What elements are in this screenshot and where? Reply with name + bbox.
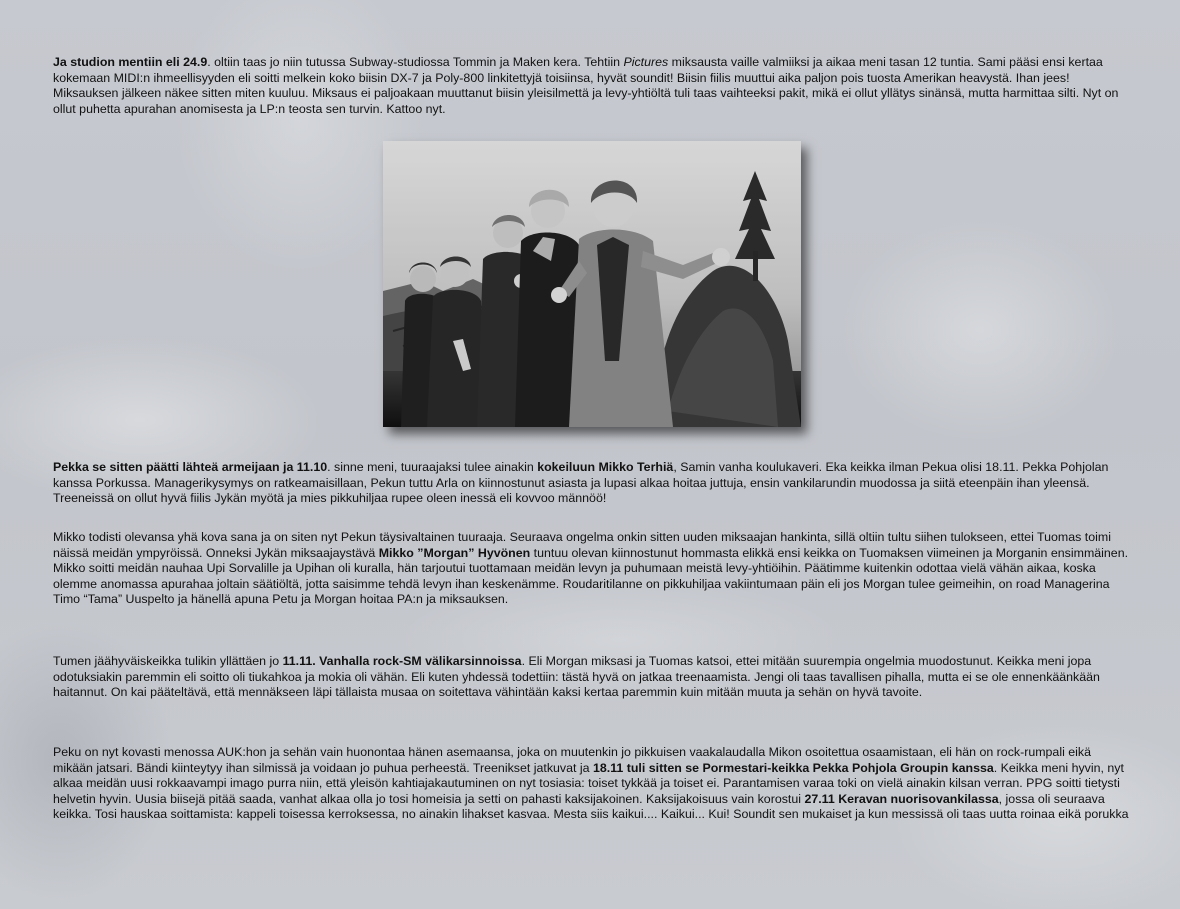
- paragraph-mikko: [53, 530, 1131, 608]
- paragraph-lead-bold: Pekka se sitten päätti lähteä armeijaan ja 11.10: [53, 460, 328, 474]
- paragraph-bold: kokeiluun Mikko Terhiä: [537, 460, 674, 474]
- paragraph-text: , jossa oli seuraava keikka. Tosi hauskaa soittamista: kappeli toisessa kerroksessa, no ainakin lihakset kasvaa. Mesta siis kaikui.... Kaikui... Kui! Soundit sen mukaiset ja kun messissä oli taas uutta roinaa eikä porukka: [53, 791, 1129, 822]
- paragraph-text: . sinne meni, tuuraajaksi tulee ainakin: [327, 460, 538, 474]
- paragraph-tume: [53, 654, 1131, 701]
- paragraph-peku: [53, 745, 1131, 823]
- paragraph-text: Tumen jäähyväiskeikka tulikin yllättäen jo: [53, 654, 283, 668]
- song-title: Pictures: [623, 55, 669, 69]
- paragraph-text: miksausta vaille valmiiksi ja aikaa meni tasan 12 tuntia. Sami pääsi ensi kertaa kokemaan MIDI:n ihmeellisyyden eli soitti melkein koko biisin DX-7 ja Poly-800 linkitettyjä toisiinsa, hyvät soundit! Biisin fiilis muuttui aika paljon pois tuosta Amerikan heavystä. Ihan jees! Miksauksen jälkeen näkee sitten miten kuuluu. Miksaus ei paljoakaan muuttanut biisin yleisilmettä ja levy-yhtiöltä tuli taas vaihteeksi pakit, mikä ei ollut yllätys sinänsä, mutta harmittaa silti. Nyt on ollut puhetta apurahan anomisesta ja LP:n teosta sen turvin. Kattoo nyt.: [53, 55, 1119, 116]
- paragraph-text: , Samin vanha koulukaveri. Eka keikka ilman Pekua olisi 18.11. Pekka Pohjolan kanssa Porkussa. Managerikysymys on ratkeamaisillaan, Pekun tuttu Arla on kiinnostunut asiasta ja lupasi alkaa hoitaa juttuja, ensin vankilarundin muodossa ja siitä eteenpäin ihan yleensä. Treeneissä on ollut hyvä fiilis Jykän myötä ja mies pikkuhiljaa rupee oleen inessä eli kovvoo männöö!: [53, 460, 1109, 506]
- paragraph-bold: 27.11 Keravan nuorisovankilassa: [804, 791, 999, 806]
- band-photo: [383, 141, 801, 427]
- paragraph-text: . oltiin taas jo niin tutussa Subway-studiossa Tommin ja Maken kera. Tehtiin: [207, 55, 624, 69]
- paragraph-armeija: [53, 460, 1131, 507]
- paragraph-bold: 18.11 tuli sitten se Pormestari-keikka Pekka Pohjola Groupin kanssa: [592, 760, 994, 775]
- paragraph-text: Mikko todisti olevansa yhä kova sana ja on siten nyt Pekun täysivaltainen tuuraaja. Seuraava ongelma onkin sitten uuden miksaajan hankinta, sillä oltiin tultu siihen tulokseen, ettei Tuomas toimi näissä meidän ympyröissä. Onneksi Jykän miksaajaystävä: [53, 530, 1111, 560]
- paragraph-text: Peku on nyt kovasti menossa AUK:hon ja sehän vain huonontaa hänen asemaansa, joka on muutenkin jo pikkuisen vaakalaudalla Mikon osoitettua osaamistaan, eli hän on rock-rumpali eikä mikään jatsari. Bändi kiinteytyy ihan silmissä ja voidaan jo puhua perheestä. Treenikset jatkuvat ja: [53, 745, 1092, 775]
- paragraph-text: . Keikka meni hyvin, nyt alkaa meidän uusi rokkaavampi imago purra niin, että yleisön kahtiajakautuminen on nyt tosiasia: toiset tykkää ja toiset ei. Parantamisen varaa toki on vielä ainakin kilsan verran. PPG soitti tietysti helvetin hyvin. Uusia biisejä pitää saada, vanhat alkaa olla jo tosi homeisia ja setti on pahasti kaksijakoinen. Kaksijakoisuus vain korostui: [53, 760, 1124, 806]
- band-photo-image: [383, 141, 801, 427]
- paragraph-studio: [53, 55, 1131, 117]
- paragraph-bold: Mikko ”Morgan” Hyvönen: [378, 545, 531, 560]
- paragraph-lead-bold: Ja studion mentiin eli 24.9: [53, 55, 208, 69]
- paragraph-bold: 11.11. Vanhalla rock-SM välikarsinnoissa: [282, 654, 522, 668]
- paragraph-text: tuntuu olevan kiinnostunut hommasta elikkä ensi keikka on Tuomaksen viimeinen ja Morganin ensimmäinen. Mikko soitti meidän nauhaa Upi Sorvalille ja Upihan oli kuralla, hän tarjoutui tuottamaan meidän levyn ja puhumaan meistä levy-yhtiöihin. Päätimme kuitenkin odottaa vielä vähän aikaa, koska olemme anomassa apurahaa joltain säätiöltä, jotta saisimme tehdä levyn ihan keskenämme. Roudaritilanne on pikkuhiljaa vakiintumaan päin eli jos Morgan tulee geimeihin, on road Managerina Timo “Tama” Uuspelto ja hänellä apuna Petu ja Morgan hoitaa PA:n ja miksauksen.: [53, 545, 1129, 607]
- paragraph-text: . Eli Morgan miksasi ja Tuomas katsoi, ettei mitään suurempia ongelmia muodostunut. Keikka meni jopa odotuksiakin paremmin eli soitto oli tiukahkoa ja mokia oli vähän. Eli kuten yhdessä todettiin: tästä hyvä on jatkaa treenaamista. Jengi oli taas tavallisen pihalla, mutta ei se ole ennenkäänkään haitannut. On kai pääteltävä, että mennäkseen läpi tällaista musaa on soitettava vähintään kaksi kertaa paremmin kuin mitään muuta ja sehän on hyvä tavoite.: [53, 654, 1100, 700]
